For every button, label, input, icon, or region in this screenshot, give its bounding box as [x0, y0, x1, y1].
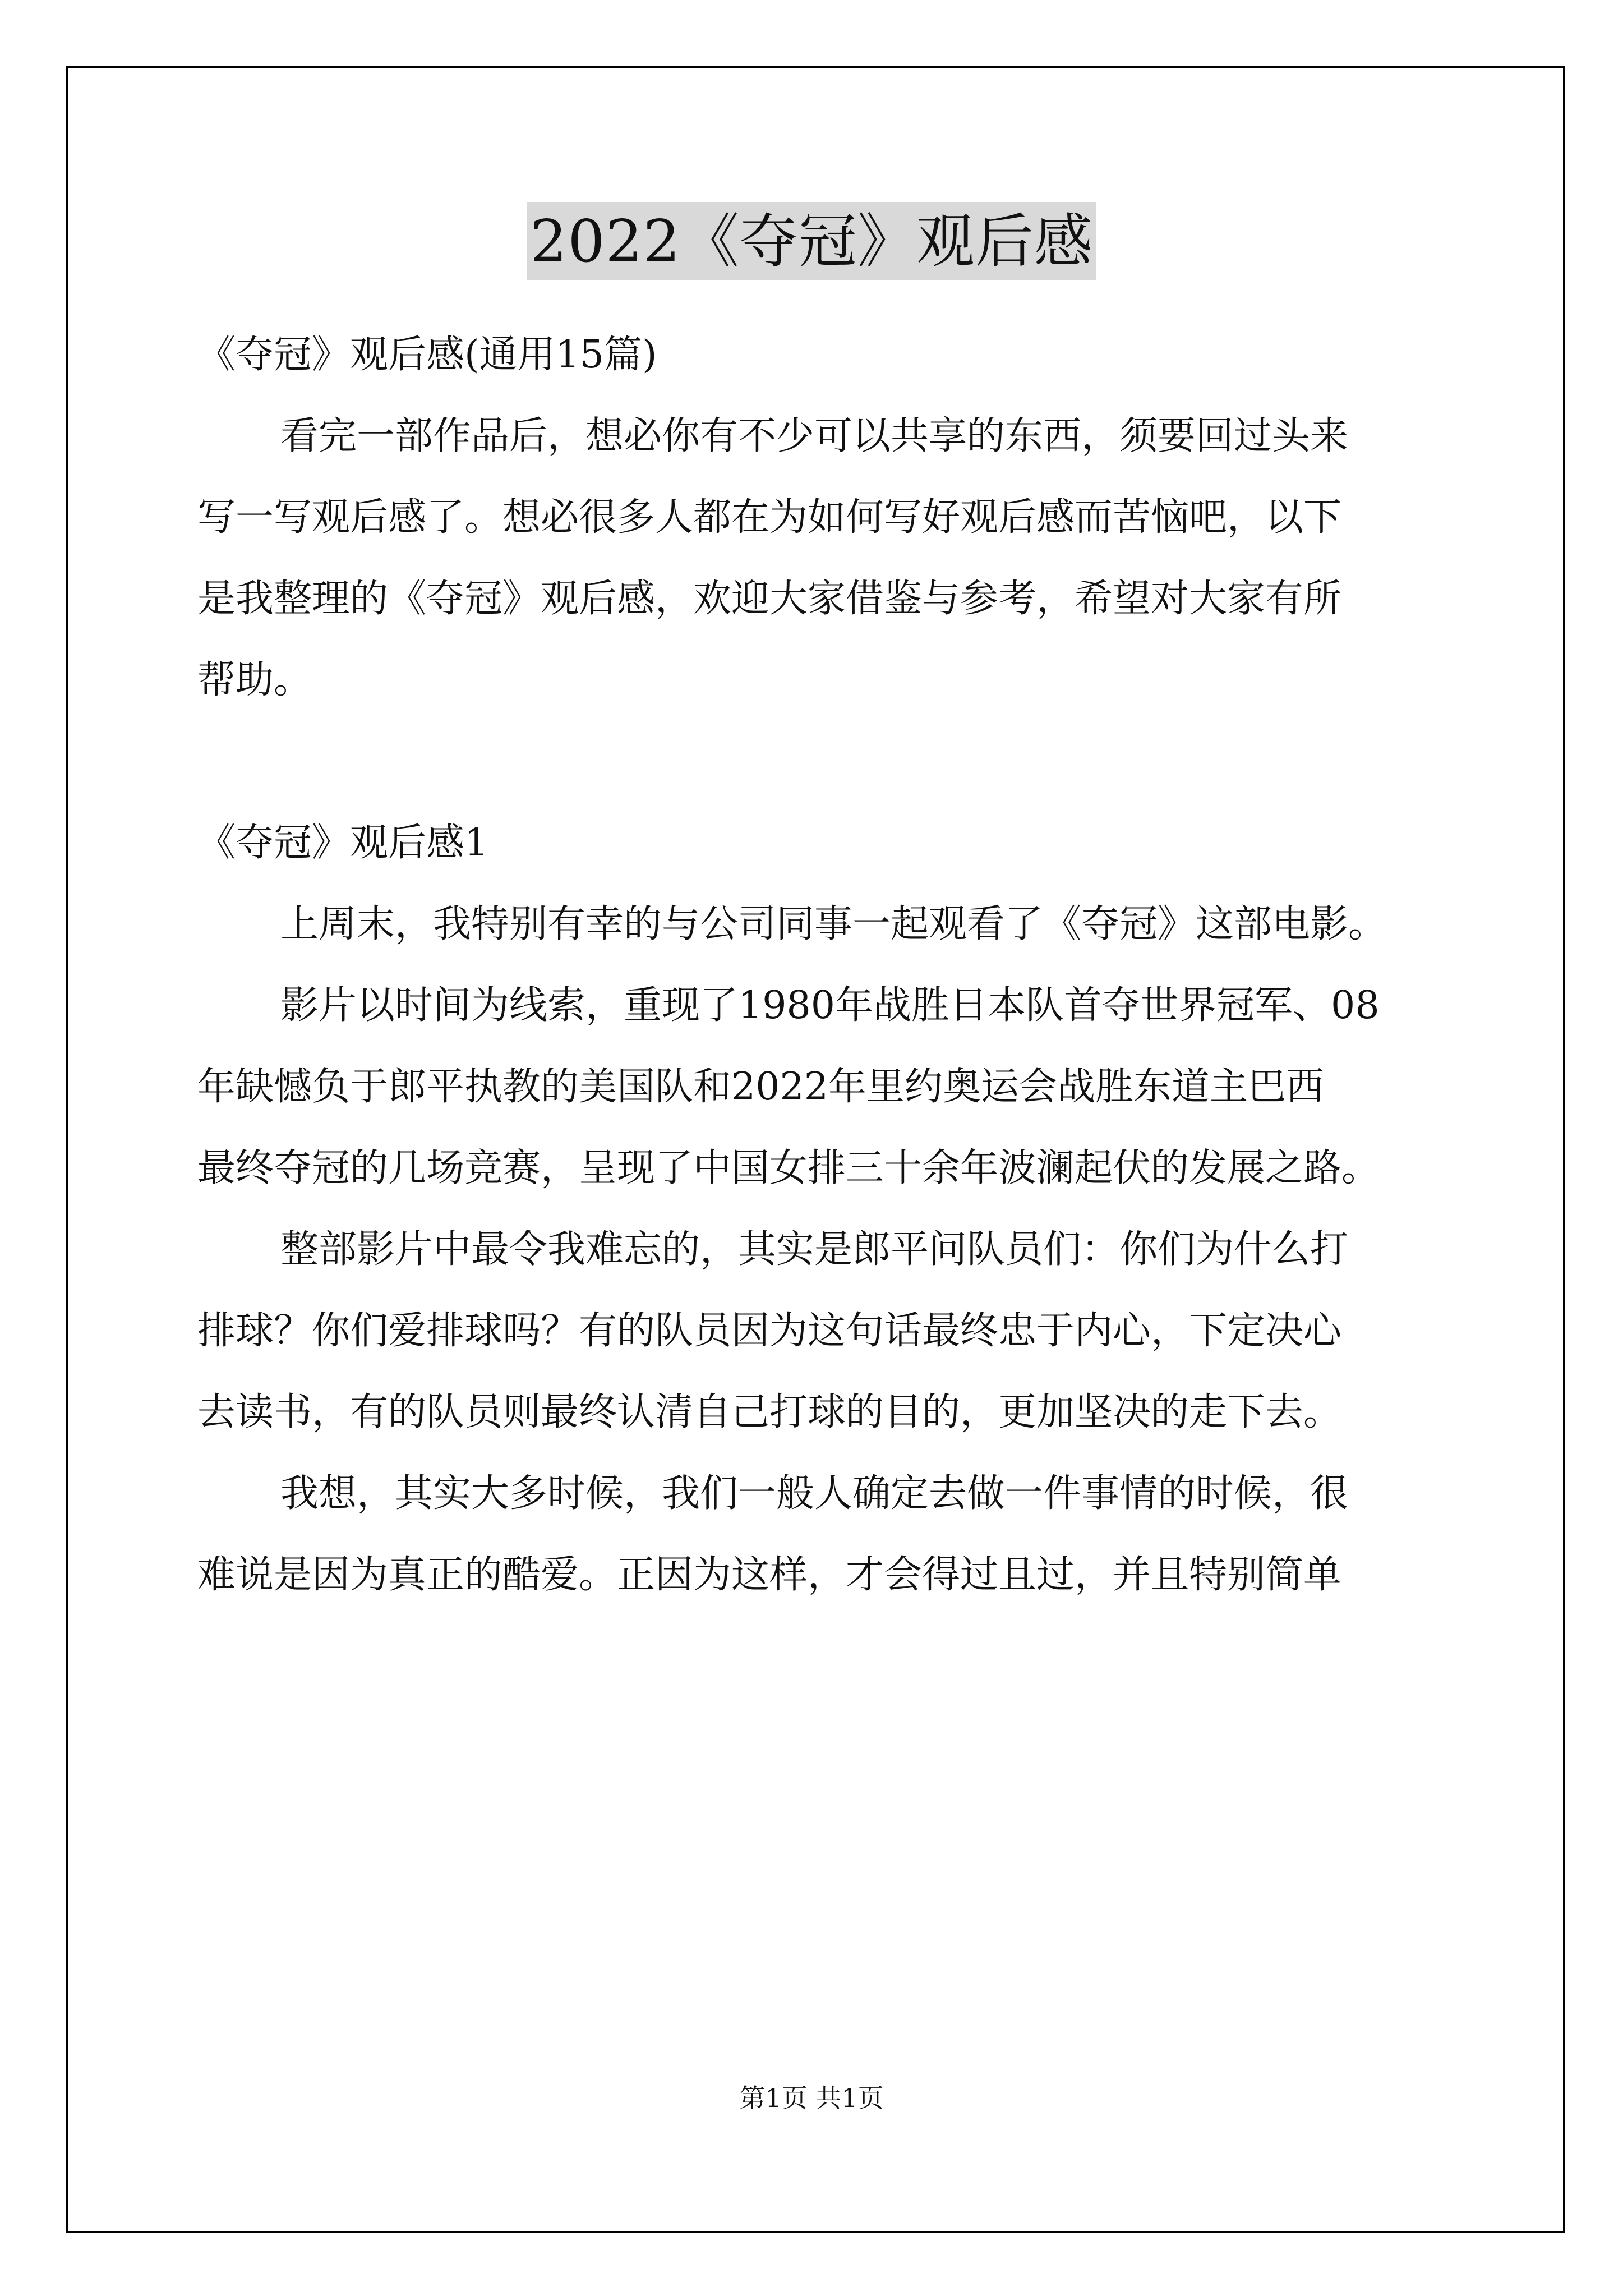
intro-line: 帮助。: [197, 658, 312, 702]
intro-line: 是我整理的《夺冠》观后感，欢迎大家借鉴与参考，希望对大家有所: [197, 577, 1342, 621]
title-container: [0, 202, 1623, 280]
body-line: 上周末，我特别有幸的与公司同事一起观看了《夺冠》这部电影。: [280, 902, 1387, 946]
body-line: 影片以时间为线索，重现了1980年战胜日本队首夺世界冠军、08: [280, 983, 1380, 1028]
page-footer: 第1页 共1页: [739, 2083, 884, 2113]
body-line: 我想，其实大多时候，我们一般人确定去做一件事情的时候，很: [280, 1471, 1349, 1516]
body-line: 最终夺冠的几场竞赛，呈现了中国女排三十余年波澜起伏的发展之路。: [197, 1146, 1380, 1190]
body-line: 年缺憾负于郎平执教的美国队和2022年里约奥运会战胜东道主巴西: [197, 1065, 1325, 1109]
intro-line: 看完一部作品后，想必你有不少可以共享的东西，须要回过头来: [280, 414, 1349, 458]
body-line: 整部影片中最令我难忘的，其实是郎平问队员们：你们为什么打: [280, 1227, 1349, 1272]
paragraph-gap: [197, 721, 1437, 802]
body-line: 难说是因为真正的酷爱。正因为这样，才会得过且过，并且特别简单: [197, 1553, 1342, 1597]
body-line: 去读书，有的队员则最终认清自己打球的目的，更加坚决的走下去。: [197, 1390, 1342, 1434]
section-heading: 《夺冠》观后感1: [197, 821, 489, 865]
body-line: 排球？你们爱排球吗？有的队员因为这句话最终忠于内心，下定决心: [197, 1309, 1342, 1353]
intro-line: 写一写观后感了。想必很多人都在为如何写好观后感而苦恼吧，以下: [197, 495, 1342, 540]
document-title: 2022《夺冠》观后感: [527, 202, 1096, 280]
document-subtitle: 《夺冠》观后感(通用15篇): [197, 333, 657, 377]
document-body: [197, 314, 1437, 1616]
